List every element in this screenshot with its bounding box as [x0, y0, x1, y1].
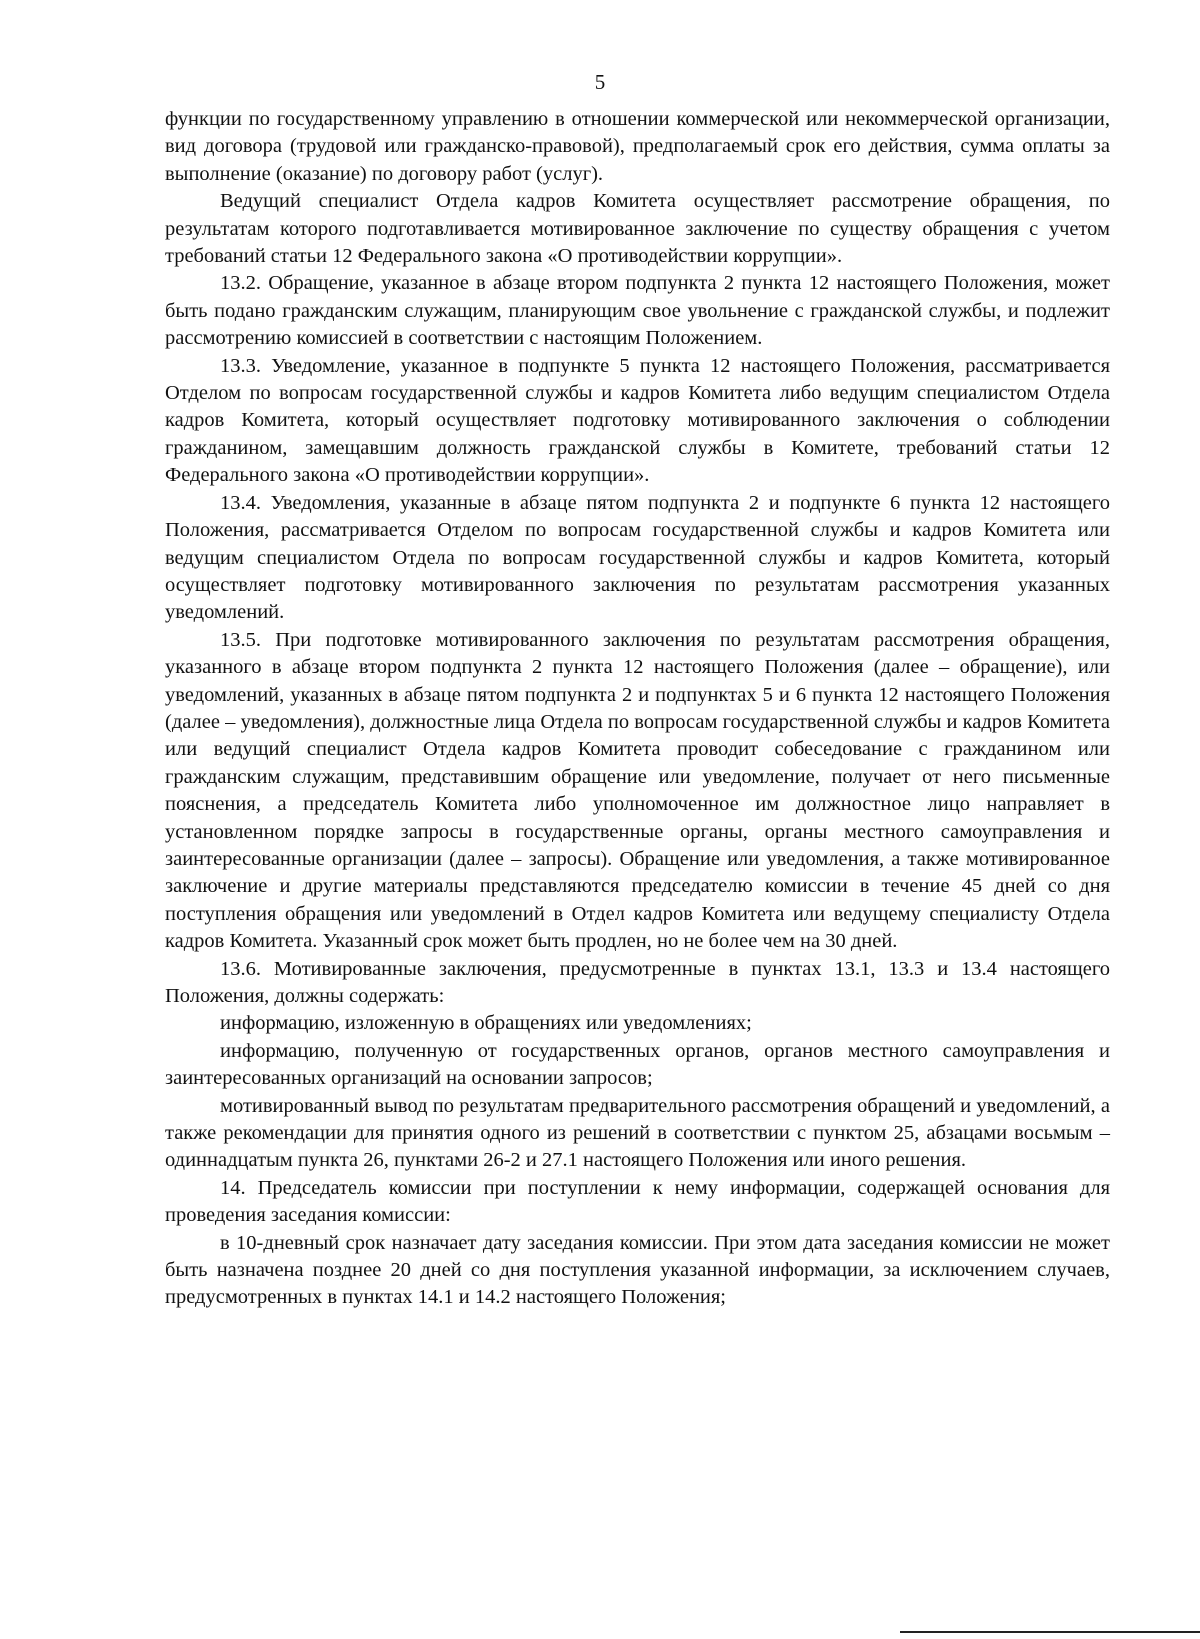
paragraph-lead-specialist-review: Ведущий специалист Отдела кадров Комитета осуществляет рассмотрение обращения, по результатам которого подготавливается мотивированное заключение по существу обращения с учетом требований статьи 12 Федерального закона «О противодействии коррупции».	[165, 190, 1110, 268]
scan-edge-line	[900, 1631, 1200, 1633]
paragraph-13-5: 13.5. При подготовке мотивированного заключения по результатам рассмотрения обращения, указанного в абзаце втором подпункта 2 пункта 12 настоящего Положения (далее – обращение), или уведомлений, указанных в абзаце пятом подпункта 2 и подпунктах 5 и 6 пункта 12 настоящего Положения (далее – уведомления), должностные лица Отдела по вопросам государственной службы и кадров Комитета или ведущий специалист Отдела кадров Комитета проводит собеседование с гражданином или гражданским служащим, представившим обращение или уведомление, получает от него письменные пояснения, а председатель Комитета либо уполномоченное им должностное лицо направляет в установленном порядке запросы в государственные органы, органы местного самоуправления и заинтересованные организации (далее – запросы). Обращение или уведомления, а также мотивированное заключение и другие материалы представляются председателю комиссии в течение 45 дней со дня поступления обращения или уведомлений в Отдел кадров Комитета или ведущему специалисту Отдела кадров Комитета. Указанный срок может быть продлен, но не более чем на 30 дней.	[165, 628, 1110, 953]
paragraph-13-3: 13.3. Уведомление, указанное в подпункте 5 пункта 12 настоящего Положения, рассматривается Отделом по вопросам государственной службы и кадров Комитета либо ведущим специалистом Отдела кадров Комитета, который осуществляет подготовку мотивированного заключения о соблюдении гражданином, замещавшим должность гражданской службы в Комитете, требований статьи 12 Федерального закона «О противодействии коррупции».	[165, 354, 1110, 487]
document-body	[165, 106, 1110, 1312]
paragraph-13-6: 13.6. Мотивированные заключения, предусмотренные в пунктах 13.1, 13.3 и 13.4 настоящего Положения, должны содержать:	[165, 957, 1110, 1007]
paragraph-continuation: функции по государственному управлению в отношении коммерческой или некоммерческой организации, вид договора (трудовой или гражданско-правовой), предполагаемый срок его действия, сумма оплаты за выполнение (оказание) по договору работ (услуг).	[165, 108, 1110, 185]
paragraph-14-item-1: в 10-дневный срок назначает дату заседания комиссии. При этом дата заседания комиссии не может быть назначена позднее 20 дней со дня поступления указанной информации, за исключением случаев, предусмотренных в пунктах 14.1 и 14.2 настоящего Положения;	[165, 1231, 1110, 1309]
paragraph-13-6-item-3: мотивированный вывод по результатам предварительного рассмотрения обращений и уведомлений, а также рекомендации для принятия одного из решений в соответствии с пунктом 25, абзацами восьмым – одиннадцатым пункта 26, пунктами 26-2 и 27.1 настоящего Положения или иного решения.	[165, 1094, 1110, 1172]
page-number: 5	[594, 70, 606, 94]
paragraph-13-4: 13.4. Уведомления, указанные в абзаце пятом подпункта 2 и подпункте 6 пункта 12 настоящего Положения, рассматривается Отделом по вопросам государственной службы и кадров Комитета или ведущим специалистом Отдела по вопросам государственной службы и кадров Комитета, который осуществляет подготовку мотивированного заключения по результатам рассмотрения указанных уведомлений.	[165, 491, 1110, 624]
paragraph-13-6-item-1: информацию, изложенную в обращениях или уведомлениях;	[220, 1012, 752, 1035]
paragraph-13-6-item-2: информацию, полученную от государственных органов, органов местного самоуправления и заинтересованных организаций на основании запросов;	[165, 1039, 1110, 1090]
paragraph-13-2: 13.2. Обращение, указанное в абзаце втором подпункта 2 пункта 12 настоящего Положения, может быть подано гражданским служащим, планирующим свое увольнение с гражданской службы, и подлежит рассмотрению комиссией в соответствии с настоящим Положением.	[165, 272, 1110, 350]
paragraph-14: 14. Председатель комиссии при поступлении к нему информации, содержащей основания для проведения заседания комиссии:	[165, 1176, 1110, 1227]
